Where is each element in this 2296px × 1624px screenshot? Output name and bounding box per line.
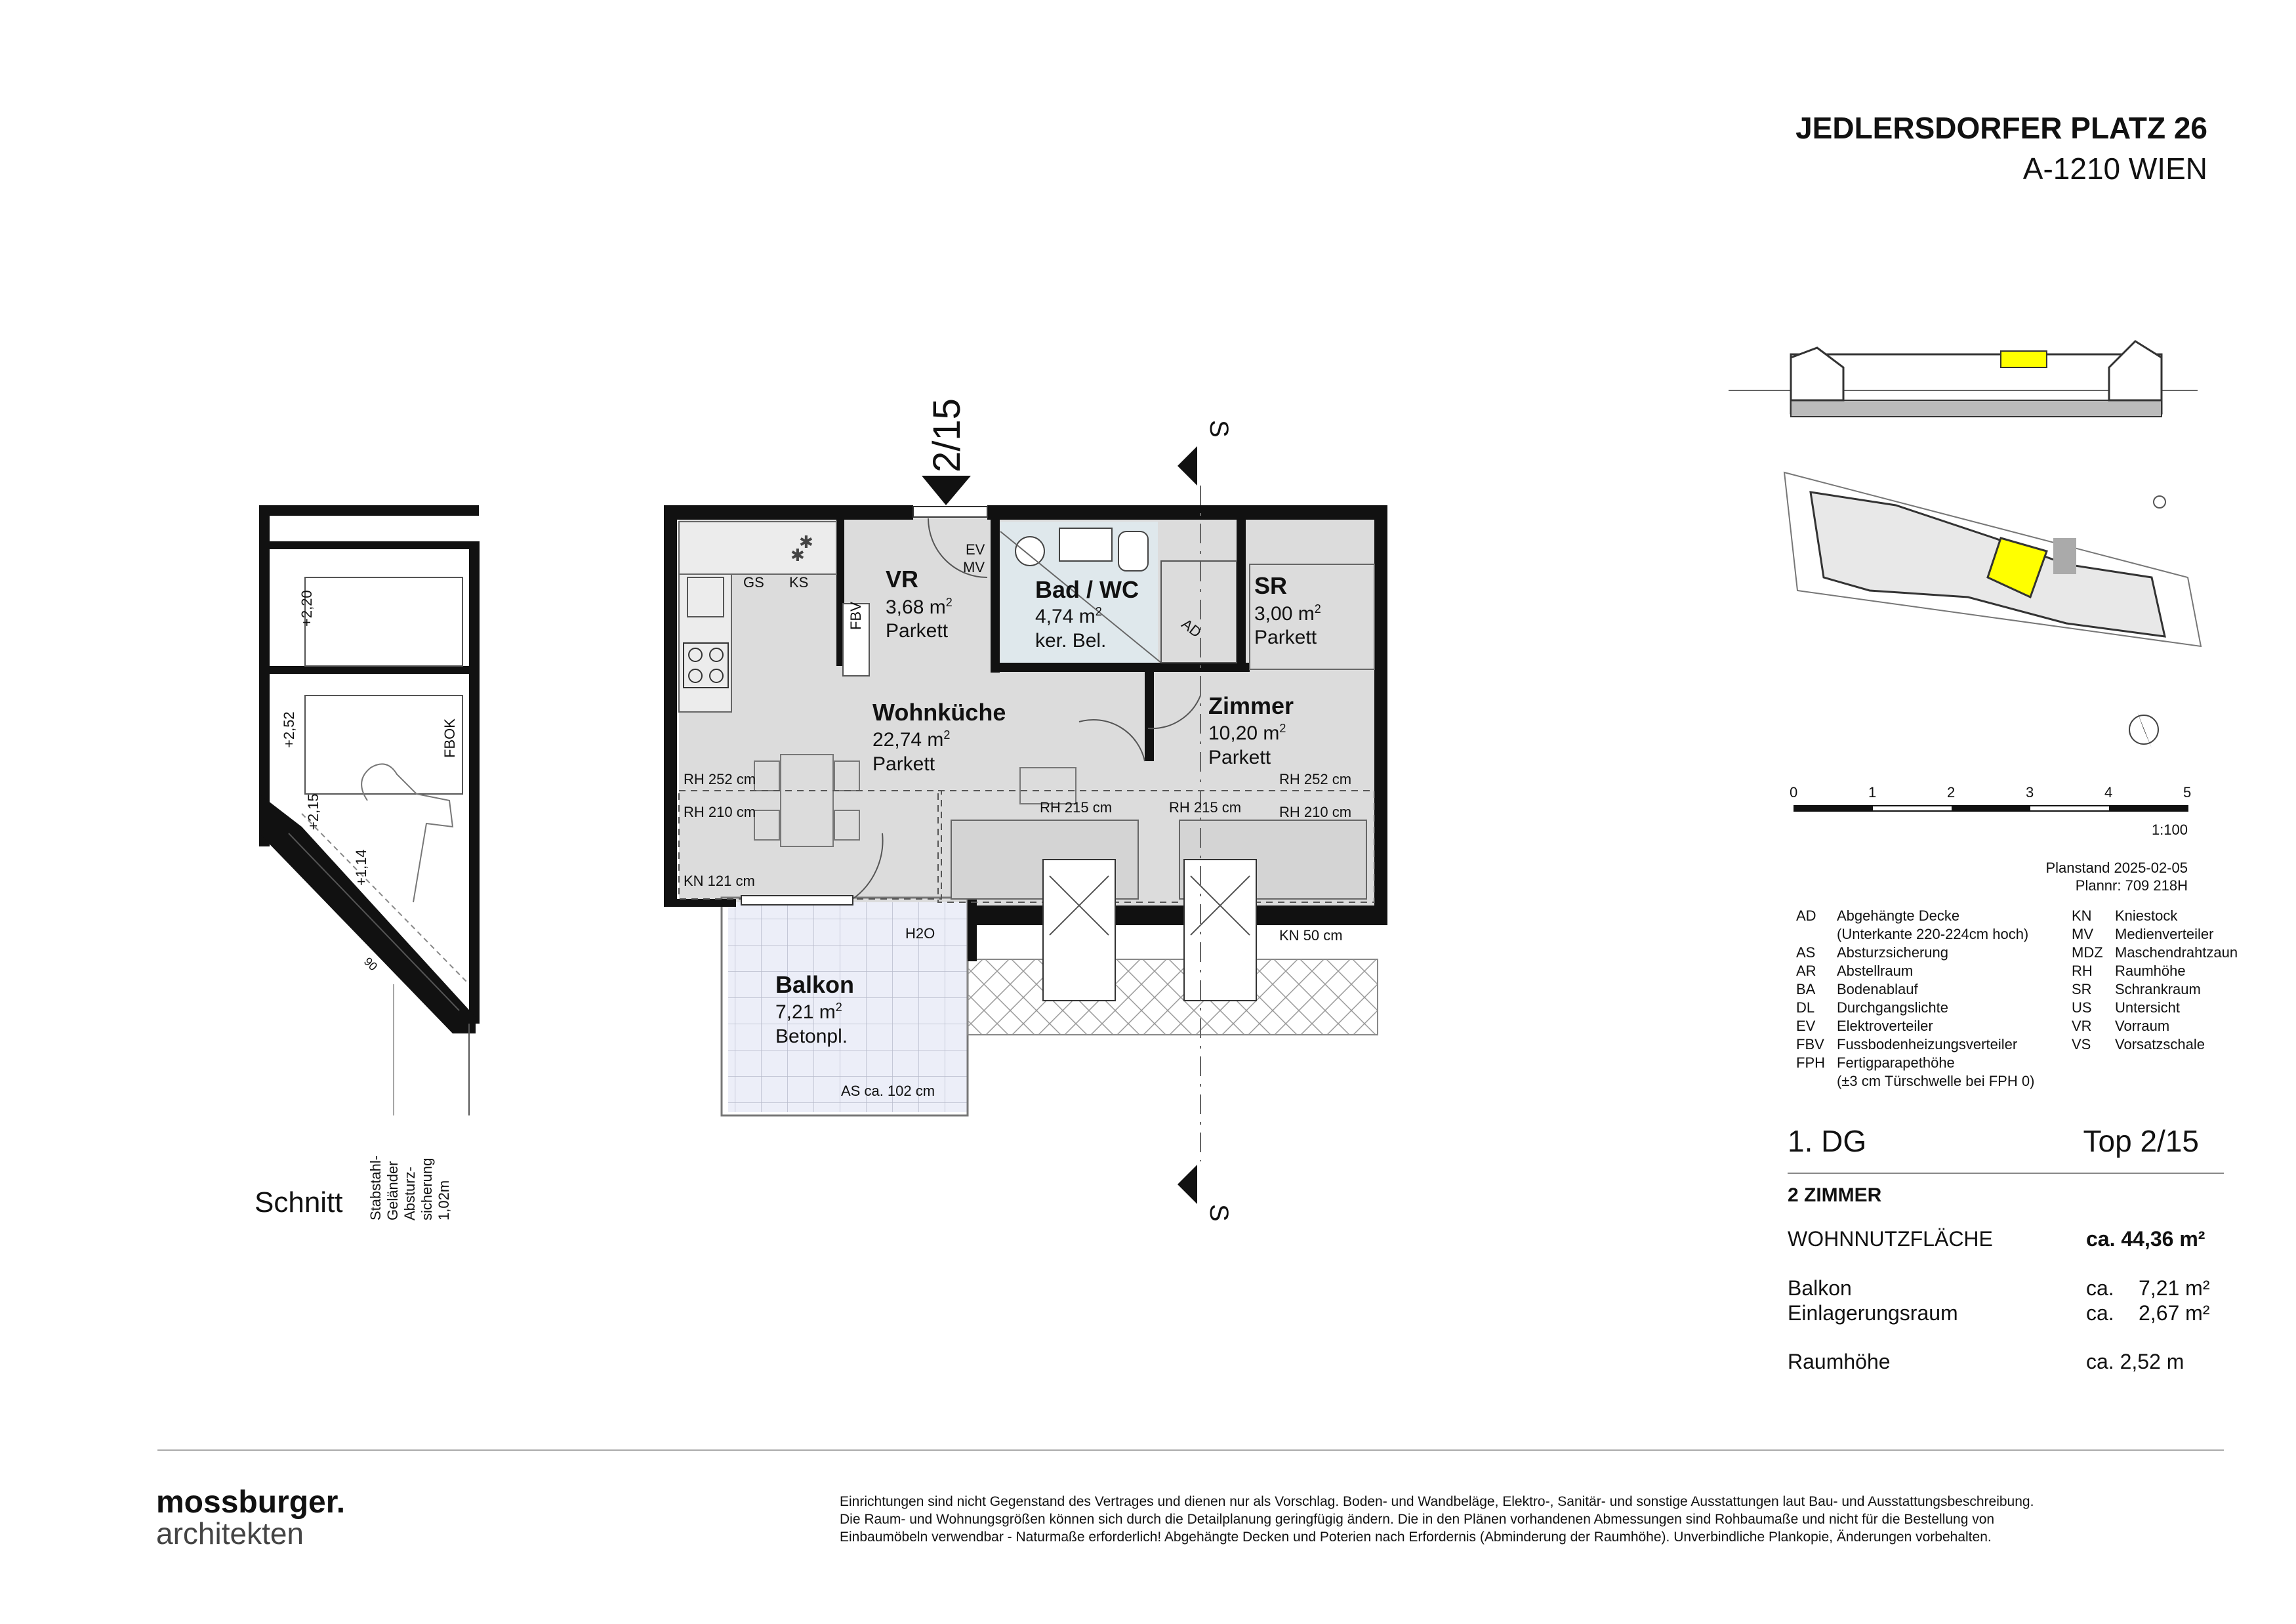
label-rh252-right: RH 252 cm <box>1279 771 1352 787</box>
brand-logo: mossburger. <box>156 1485 346 1520</box>
room-area-balkon: 7,21 $m^2$ <box>775 1001 842 1023</box>
scale-ratio: 1:100 <box>2151 822 2188 838</box>
room-area-bath: 4,74 $m^2$ <box>1035 605 1102 627</box>
legend-left <box>1796 907 2078 1091</box>
planstand: Planstand 2025-02-05 <box>2045 860 2188 876</box>
dim-90: 90 <box>361 955 380 974</box>
legend-item: SR Schrankraum <box>2072 981 2201 997</box>
section-marker-bottom <box>1178 1165 1197 1204</box>
legend-item: AD Abgehängte Decke <box>1796 907 1960 924</box>
scale-tick-2: 2 <box>1947 784 1956 801</box>
entrance-door <box>913 507 987 517</box>
scale-tick-5: 5 <box>2183 784 2192 801</box>
level-252: +2,52 <box>281 711 297 748</box>
legend-item: MDZ Maschendrahtzaun <box>2072 944 2238 961</box>
section-drawing <box>259 505 480 1115</box>
room-name-wohnkueche: Wohnküche <box>872 699 1006 726</box>
disclaimer-line: Die Raum- und Wohnungsgrößen können sich durch die Detailplanung geringfügig ändern. Die in den Plänen vorhandenen Abmessungen sind Rohbaumaße und nicht für die Bestellung von <box>840 1512 1995 1527</box>
legend-item: (Unterkante 220-224cm hoch) <box>1837 926 2029 942</box>
room-name-balkon: Balkon <box>775 971 855 998</box>
level-114: +1,14 <box>353 849 369 886</box>
legend-item: RH Raumhöhe <box>2072 963 2186 979</box>
railing-note-1: Stabstahl- <box>367 1155 384 1220</box>
legend-item: US Untersicht <box>2072 999 2181 1016</box>
label-ks: KS <box>789 574 809 591</box>
room-floor-bath: ker. Bel. <box>1035 630 1107 652</box>
legend-item: FPH Fertigparapethöhe <box>1796 1054 1955 1071</box>
disclaimer-line: Einbaumöbeln verwendbar - Naturmaße erforderlich! Abgehängte Decken und Poterien nach Erfordernis (Abminderung der Raumhöhe). Unverbindliche Plankopie, Änderungen vorbehalten. <box>840 1530 1992 1545</box>
legend-item: AS Absturzsicherung <box>1796 944 1948 961</box>
washbasin-icon <box>1059 528 1112 561</box>
wnf-label: WOHNNUTZFLÄCHE <box>1788 1227 1993 1251</box>
railing-note-5: 1,02m <box>436 1180 452 1220</box>
label-rh215-a: RH 215 cm <box>1040 799 1113 816</box>
railing-note-3: Absturz- <box>401 1167 418 1220</box>
north-arrow-icon <box>2129 712 2158 748</box>
washer-icon <box>1015 537 1044 566</box>
room-name-vr: VR <box>886 566 919 593</box>
section-title: Schnitt <box>255 1186 343 1218</box>
room-floor-sr: Parkett <box>1254 627 1317 648</box>
section-label-bottom: S <box>1204 1204 1233 1222</box>
unit-marker-arrow <box>922 476 971 505</box>
label-gs: GS <box>743 574 764 591</box>
label-fbv: FBV <box>848 602 864 630</box>
legend-item: BA Bodenablauf <box>1796 981 1918 997</box>
room-floor-vr: Parkett <box>886 620 949 642</box>
label-mv: MV <box>963 559 985 575</box>
label-kn121: KN 121 cm <box>684 873 755 889</box>
label-rh210-left: RH 210 cm <box>684 804 756 820</box>
legend-item: EV Elektroverteiler <box>1796 1018 1933 1034</box>
terrace-hatch <box>968 959 1378 1035</box>
address-city: A-1210 WIEN <box>2022 152 2207 186</box>
balkon-value: 7,21 m² <box>2139 1276 2210 1300</box>
legend-item: VR Vorraum <box>2072 1018 2170 1034</box>
room-area-vr: 3,68 $m^2$ <box>886 596 953 618</box>
key-plan-elevation <box>1729 341 2198 417</box>
room-name-sr: SR <box>1254 572 1288 599</box>
railing-note-4: sicherung <box>419 1157 435 1220</box>
disclaimer-line: Einrichtungen sind nicht Gegenstand des Vertrages und dienen nur als Vorschlag. Boden- und Wandbeläge, Elektro-, Sanitär- und sonstige Ausstattungen laut Bau- und Ausstattungsbeschreibung. <box>840 1494 2034 1509</box>
legend-item: AR Abstellraum <box>1796 963 1914 979</box>
balcony-door <box>741 896 853 905</box>
legend-item: VS Vorsatzschale <box>2072 1036 2205 1052</box>
label-kn50: KN 50 cm <box>1279 927 1343 944</box>
brand-subtitle: architekten <box>156 1516 304 1551</box>
einlagerung-label: Einlagerungsraum <box>1788 1301 1958 1325</box>
scale-tick-3: 3 <box>2026 784 2034 801</box>
label-rh252-left: RH 252 cm <box>684 771 756 787</box>
room-floor-wohnkueche: Parkett <box>872 753 935 775</box>
label-rh210-right: RH 210 cm <box>1279 804 1352 820</box>
unit-marker-label: 2/15 <box>926 398 968 472</box>
room-area-sr: 3,00 $m^2$ <box>1254 602 1321 625</box>
balkon-ca: ca. <box>2086 1276 2114 1300</box>
level-220: +2,20 <box>298 590 315 627</box>
label-ev: EV <box>966 541 985 558</box>
scale-bar <box>1794 806 2188 811</box>
room-name-bath: Bad / WC <box>1035 576 1139 603</box>
room-floor-zimmer: Parkett <box>1208 747 1271 768</box>
label-h2o: H2O <box>905 925 935 942</box>
legend-right <box>2072 907 2242 1054</box>
scale-tick-4: 4 <box>2104 784 2113 801</box>
legend-item: DL Durchgangslichte <box>1796 999 1948 1016</box>
floor-label: 1. DG <box>1788 1124 1867 1158</box>
disclaimer <box>840 1493 2224 1546</box>
einlagerung-value: 2,67 m² <box>2139 1301 2210 1325</box>
person-silhouette <box>361 764 453 902</box>
label-as102: AS ca. 102 cm <box>841 1083 935 1099</box>
freezer-icon-2: ✱ <box>790 545 805 565</box>
legend-item: MV Medienverteiler <box>2072 926 2214 942</box>
room-area-wohnkueche: 22,74 $m^2$ <box>872 728 951 751</box>
section-marker-top <box>1178 446 1197 486</box>
label-rh215-b: RH 215 cm <box>1169 799 1242 816</box>
height-value: ca. 2,52 m <box>2086 1350 2184 1373</box>
level-215: +2,15 <box>305 793 321 830</box>
room-name-zimmer: Zimmer <box>1208 692 1294 719</box>
rooms-label: 2 ZIMMER <box>1788 1184 1882 1206</box>
room-floor-balkon: Betonpl. <box>775 1026 848 1047</box>
legend-item: KN Kniestock <box>2072 907 2178 924</box>
section-label-top: S <box>1204 420 1233 438</box>
address-title: JEDLERSDORFER PLATZ 26 <box>1795 111 2207 145</box>
legend-item: FBV Fussbodenheizungsverteiler <box>1796 1036 2018 1052</box>
scale-tick-1: 1 <box>1868 784 1877 801</box>
wnf-value: ca. 44,36 m² <box>2086 1227 2205 1251</box>
scale-tick-0: 0 <box>1790 784 1798 801</box>
freezer-icon: ✱ <box>799 532 813 552</box>
einlagerung-ca: ca. <box>2086 1301 2114 1325</box>
legend-item: (±3 cm Türschwelle bei FPH 0) <box>1837 1073 2035 1089</box>
level-fbok: FBOK <box>441 718 458 758</box>
height-label: Raumhöhe <box>1788 1350 1891 1373</box>
railing-note-2: Geländer <box>384 1161 401 1220</box>
room-area-zimmer: 10,20 $m^2$ <box>1208 722 1286 744</box>
toilet-icon <box>1118 531 1148 571</box>
label-ad: AD <box>1178 615 1205 641</box>
balkon-label: Balkon <box>1788 1276 1852 1300</box>
plannr: Plannr: 709 218H <box>2075 877 2188 894</box>
railing-note <box>367 1155 459 1325</box>
top-label: Top 2/15 <box>2083 1124 2199 1158</box>
key-plan-site <box>1784 472 2201 646</box>
